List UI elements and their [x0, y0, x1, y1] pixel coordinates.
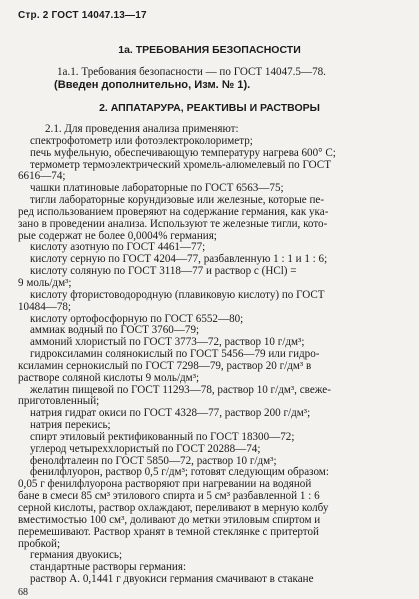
- text-line: ред использованием проверяют на содержание германия, как ука-: [18, 205, 329, 218]
- text-line: кислоту фтористоводородную (плавиковую кислоту) по ГОСТ: [30, 288, 325, 301]
- text-line: серной кислоты, раствор охлаждают, переливают в мерную колбу: [18, 501, 329, 514]
- text-line: 10484—78;: [18, 300, 72, 313]
- text-line: фенилфлуорон, раствор 0,5 г/дм³; готовят следующим образом:: [30, 466, 329, 479]
- text-line: фенолфталеин по ГОСТ 5850—72, раствор 10 г/дм³;: [30, 454, 277, 467]
- text-line: 1а.1. Требования безопасности — по ГОСТ 14047.5—78.: [57, 66, 326, 78]
- text-line: ксиламин сернокислый по ГОСТ 7298—79, раствор 20 г/дм³ в: [18, 359, 312, 372]
- text-line: бане в смеси 85 см³ этилового спирта и 5 см³ разбавленной 1 : 6: [18, 490, 320, 503]
- text-line: аммиак водный по ГОСТ 3760—79;: [30, 324, 200, 337]
- section-2-title: 2. АППАТАРУРА, РЕАКТИВЫ И РАСТВОРЫ: [99, 102, 320, 114]
- text-line: углерод четыреххлористый по ГОСТ 20288—74;: [30, 442, 261, 455]
- text-line: раствор А. 0,1441 г двуокиси германия смачивают в стакане: [30, 573, 314, 585]
- section-1a-title: 1а. ТРЕБОВАНИЯ БЕЗОПАСНОСТИ: [118, 44, 301, 56]
- text-line: чашки платиновые лабораторные по ГОСТ 6563—75;: [30, 182, 284, 195]
- text-line: вместимостью 100 см³, доливают до метки этиловым спиртом и: [18, 513, 321, 526]
- text-line: кислоту серную по ГОСТ 4204—77, разбавленную 1 : 1 и 1 : 6;: [30, 253, 328, 266]
- text-line: рые содержат не более 0,0004% германия;: [18, 229, 217, 242]
- text-line: зано в проведении анализа. Используют те железные тигли, кото-: [18, 217, 328, 230]
- text-line: кислоту азотную по ГОСТ 4461—77;: [30, 241, 206, 254]
- text-line: печь муфельную, обеспечивающую температуру нагрева 600° С;: [30, 146, 336, 159]
- text-line: 0,05 г фенилфлуорона растворяют при нагревании на водяной: [18, 478, 312, 491]
- amendment-note: (Введен дополнительно, Изм. № 1).: [54, 79, 251, 91]
- text-line: 2.1. Для проведения анализа применяют:: [45, 123, 239, 135]
- text-line: приготовленный;: [18, 395, 100, 408]
- text-line: аммоний хлористый по ГОСТ 3773—72, раствор 10 г/дм³;: [30, 336, 305, 349]
- text-line: натрия перекись;: [30, 419, 111, 432]
- text-line: спирт этиловый ректификованный по ГОСТ 18300—72;: [30, 430, 295, 443]
- text-line: 6616—74;: [18, 170, 66, 183]
- text-line: 9 моль/дм³;: [18, 276, 72, 289]
- page-header: Стр. 2 ГОСТ 14047.13—17: [18, 10, 147, 21]
- text-line: растворе соляной кислоты 9 моль/дм³;: [18, 371, 200, 384]
- text-line: спектрофотометр или фотоэлектроколориметр;: [30, 134, 253, 147]
- text-line: желатин пищевой по ГОСТ 11293—78, раствор 10 г/дм³, свеже-: [30, 383, 331, 396]
- page-number: 68: [18, 587, 28, 598]
- text-line: гидроксиламин солянокислый по ГОСТ 5456—79 или гидро-: [30, 348, 320, 360]
- text-line: германия двуокись;: [30, 549, 123, 562]
- text-line: термометр термоэлектрический хромель-алюмелевый по ГОСТ: [30, 158, 331, 171]
- text-line: кислоту соляную по ГОСТ 3118—77 и раствор с (HCl) =: [30, 265, 297, 278]
- text-line: перемешивают. Раствор хранят в темной стеклянке с притертой: [18, 525, 319, 538]
- text-line: стандартные растворы германия:: [30, 561, 187, 574]
- text-line: тигли лабораторные корундизовые или железные, которые пе-: [30, 194, 325, 207]
- text-line: натрия гидрат окиси по ГОСТ 4328—77, раствор 200 г/дм³;: [30, 407, 311, 420]
- text-line: пробкой;: [18, 537, 61, 550]
- text-line: кислоту ортофосфорную по ГОСТ 6552—80;: [30, 312, 244, 325]
